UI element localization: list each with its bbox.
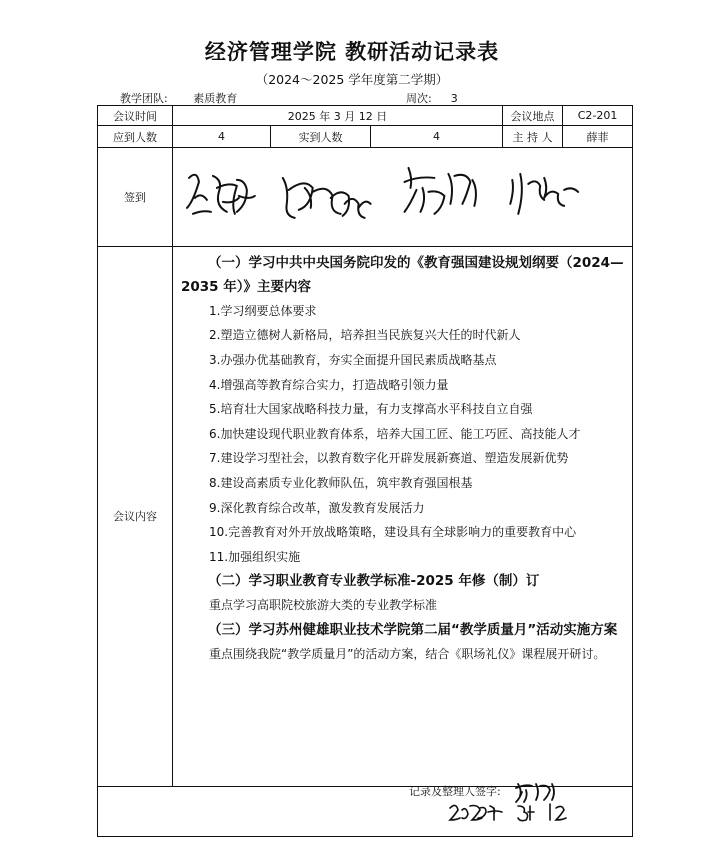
meeting-time-label: 会议时间 — [98, 106, 173, 126]
handwritten-signatures-image — [173, 148, 632, 243]
signin-label: 签到 — [98, 148, 173, 247]
team-label: 教学团队: — [120, 92, 168, 105]
host-value: 薛菲 — [563, 126, 633, 148]
row-attendance — [98, 126, 633, 148]
section-2-title: （二）学习职业教育专业教学标准-2025 年修（制）订 — [208, 573, 540, 590]
actual-label: 实到人数 — [271, 126, 371, 148]
week-label: 周次: — [406, 92, 432, 105]
content-item: 8.建设高素质专业化教师队伍，筑牢教育强国根基 — [209, 475, 473, 490]
section-2-body: 重点学习高职院校旅游大类的专业教学标准 — [209, 598, 438, 613]
host-label: 主 持 人 — [503, 126, 563, 148]
content-item: 6.加快建设现代职业教育体系，培养大国工匠、能工巧匠、高技能人才 — [209, 426, 581, 441]
content-item: 1.学习纲要总体要求 — [209, 303, 317, 318]
recorder-label: 记录及整理人签字: — [409, 785, 501, 798]
meeting-place-value: C2-201 — [563, 106, 633, 126]
content-item: 2.塑造立德树人新格局，培养担当民族复兴大任的时代新人 — [209, 328, 521, 343]
week-number — [406, 90, 465, 106]
expected-value: 4 — [173, 126, 271, 148]
team-value: 素质教育 — [171, 92, 259, 106]
meeting-time-value: 2025 年 3 月 12 日 — [173, 106, 503, 126]
section-3-title: （三）学习苏州健雄职业技术学院第二届“教学质量月”活动实施方案 — [208, 621, 618, 638]
section-1-title: （一）学习中共中央国务院印发的《教育强国建设规划纲要（2024—2035 年）》主要内容 — [181, 254, 624, 295]
week-value: 3 — [443, 92, 465, 106]
content-item: 11.加强组织实施 — [209, 549, 301, 564]
actual-value: 4 — [371, 126, 503, 148]
content-item: 10.完善教育对外开放战略策略，建设具有全球影响力的重要教育中心 — [209, 525, 577, 540]
content-item: 5.培育壮大国家战略科技力量，有力支撑高水平科技自立自强 — [209, 402, 533, 417]
section-3-body: 重点围绕我院“教学质量月”的活动方案，结合《职场礼仪》课程展开研讨。 — [209, 646, 606, 661]
teaching-team — [120, 90, 259, 106]
expected-label: 应到人数 — [98, 126, 173, 148]
content-item: 3.办强办优基础教育，夯实全面提升国民素质战略基点 — [209, 352, 497, 367]
content-label: 会议内容 — [98, 246, 173, 786]
handwritten-date-image — [446, 800, 576, 824]
meeting-place-label: 会议地点 — [503, 106, 563, 126]
signin-signatures — [173, 148, 633, 247]
content-item: 7.建设学习型社会，以教育数字化开辟发展新赛道、塑造发展新优势 — [209, 451, 569, 466]
page-title: 经济管理学院 教研活动记录表 — [204, 40, 500, 64]
record-table — [97, 105, 633, 837]
row-signin — [98, 148, 633, 247]
page-subtitle: （2024～2025 学年度第二学期） — [255, 72, 449, 87]
content-item: 9.深化教育综合改革，激发教育发展活力 — [209, 500, 425, 515]
row-content — [98, 246, 633, 786]
meeting-content — [173, 247, 632, 667]
content-item: 4.增强高等教育综合实力，打造战略引领力量 — [209, 377, 449, 392]
content-cell — [173, 246, 633, 786]
row-time-place — [98, 106, 633, 126]
